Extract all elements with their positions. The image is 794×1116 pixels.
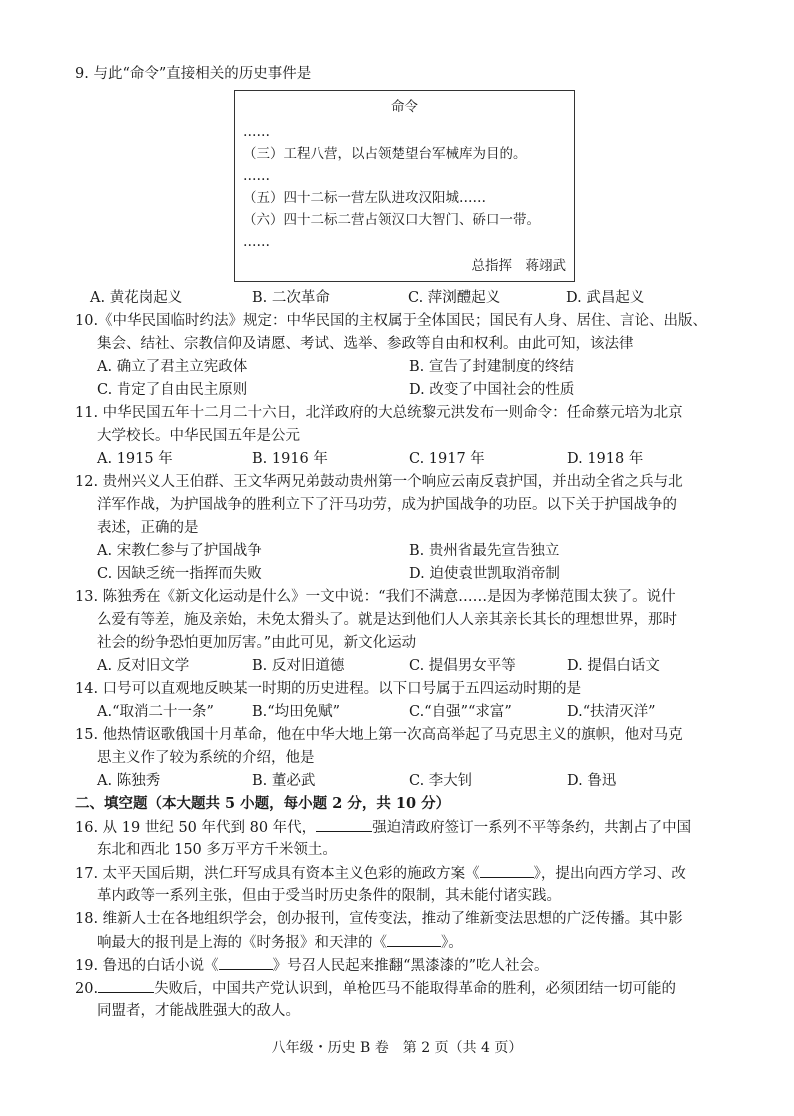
option-a[interactable]: A. 反对旧文学 xyxy=(97,658,190,674)
q13-stem-line: 13. 陈独秀在《新文化运动是什么》一文中说：“我们不满意……是因为孝悌范围太狭了。说什 xyxy=(75,589,676,605)
option-d[interactable]: D. 鲁迅 xyxy=(567,773,617,789)
q10-stem-line: 10.《中华民国临时约法》规定：中华民国的主权属于全体国民；国民有人身、居住、言论、出版、 xyxy=(75,313,708,329)
q11-stem-line: 11. 中华民国五年十二月二十六日，北洋政府的大总统黎元洪发布一则命令：任命蔡元培为北京 xyxy=(75,405,683,421)
q16-text: 16. 从 19 世纪 50 年代到 80 年代， xyxy=(75,820,317,836)
option-c[interactable]: C. 萍浏醴起义 xyxy=(408,290,501,306)
q16-text: 强迫清政府签订一系列不平等条约，共割占了中国 xyxy=(372,820,692,836)
option-c[interactable]: C. 李大钊 xyxy=(409,773,473,789)
answer-blank[interactable] xyxy=(219,955,273,970)
option-c[interactable]: C. 肯定了自由民主原则 xyxy=(97,382,248,398)
q16-line xyxy=(75,817,691,838)
option-b[interactable]: B. 反对旧道德 xyxy=(252,658,345,674)
option-c[interactable]: C. 提倡男女平等 xyxy=(409,658,516,674)
option-c[interactable]: C. 1917 年 xyxy=(409,451,485,467)
option-a[interactable]: A. 陈独秀 xyxy=(97,773,161,789)
q19-line xyxy=(75,955,549,976)
command-line: （五）四十二标一营左队进攻汉阳城…… xyxy=(243,190,486,206)
option-c[interactable]: C.“自强”“求富” xyxy=(409,704,512,720)
command-line: …… xyxy=(243,234,270,250)
q18-text: 响最大的报刊是上海的《时务报》和天津的《 xyxy=(97,935,387,951)
q20-text: 20. xyxy=(75,981,99,997)
option-b[interactable]: B. 董必武 xyxy=(252,773,316,789)
option-d[interactable]: D. 武昌起义 xyxy=(566,290,645,306)
section-heading: 二、填空题（本大题共 5 小题，每小题 2 分，共 10 分） xyxy=(75,795,451,812)
command-line: …… xyxy=(243,168,270,184)
q20-text: 失败后，中国共产党认识到，单枪匹马不能取得革命的胜利，必须团结一切可能的 xyxy=(154,981,677,997)
option-b[interactable]: B. 贵州省最先宣告独立 xyxy=(409,543,560,559)
answer-blank[interactable] xyxy=(316,817,372,832)
q19-text: 19. 鲁迅的白话小说《 xyxy=(75,958,219,974)
q13-stem-line: 社会的纷争恐怕更加厉害。”由此可见，新文化运动 xyxy=(97,635,417,651)
option-a[interactable]: A. 宋教仁参与了护国战争 xyxy=(97,543,262,559)
command-line: （六）四十二标二营占领汉口大智门、硚口一带。 xyxy=(243,212,540,228)
q12-stem-line: 12. 贵州兴义人王伯群、王文华两兄弟鼓动贵州第一个响应云南反袁护国，并出动全省之兵与北 xyxy=(75,474,683,490)
q17-text: 》，提出向西方学习、改 xyxy=(533,866,686,882)
option-b[interactable]: B. 二次革命 xyxy=(252,290,330,306)
command-title: 命令 xyxy=(391,99,418,115)
option-d[interactable]: D.“扶清灭洋” xyxy=(567,704,656,720)
q10-stem-line: 集会、结社、宗教信仰及请愿、考试、选举、参政等自由和权利。由此可知，该法律 xyxy=(97,336,634,352)
q16-line: 东北和西北 150 多万平方千米领土。 xyxy=(97,842,337,858)
q20-line: 同盟者，才能战胜强大的敌人。 xyxy=(97,1003,300,1019)
option-d[interactable]: D. 提倡白话文 xyxy=(567,658,660,674)
q13-stem-line: 么爱有等差，施及亲始，未免太猾头了。就是达到他们人人亲其亲长其长的理想世界，那时 xyxy=(97,612,677,628)
command-box xyxy=(234,90,575,282)
option-a[interactable]: A.“取消二十一条” xyxy=(97,704,214,720)
option-a[interactable]: A. 黄花岗起义 xyxy=(90,290,183,306)
command-signature: 总指挥 蒋翊武 xyxy=(471,258,566,274)
q12-stem-line: 洋军作战，为护国战争的胜利立下了汗马功劳，成为护国战争的功臣。以下关于护国战争的 xyxy=(97,497,677,513)
q18-line: 18. 维新人士在各地组织学会，创办报刊，宣传变法，推动了维新变法思想的广泛传播。其中影 xyxy=(75,911,683,927)
q17-line xyxy=(75,863,686,884)
option-a[interactable]: A. 1915 年 xyxy=(97,451,173,467)
q20-line xyxy=(75,978,676,999)
answer-blank[interactable] xyxy=(98,978,154,993)
command-line: （三）工程八营，以占领楚望台军械库为目的。 xyxy=(243,146,527,162)
option-d[interactable]: D. 改变了中国社会的性质 xyxy=(409,382,575,398)
option-b[interactable]: B. 宣告了封建制度的终结 xyxy=(409,359,574,375)
option-a[interactable]: A. 确立了君主立宪政体 xyxy=(97,359,248,375)
q9-stem: 9. 与此“命令”直接相关的历史事件是 xyxy=(75,66,312,82)
q14-stem-line: 14. 口号可以直观地反映某一时期的历史进程。以下口号属于五四运动时期的是 xyxy=(75,681,582,697)
option-b[interactable]: B. 1916 年 xyxy=(252,451,328,467)
q17-line: 革内政等一系列主张，但由于受当时历史条件的限制，其未能付诸实践。 xyxy=(97,888,561,904)
q12-stem-line: 表述，正确的是 xyxy=(97,520,199,536)
option-d[interactable]: D. 迫使袁世凯取消帝制 xyxy=(409,566,560,582)
answer-blank[interactable] xyxy=(480,863,534,878)
q18-text: 》。 xyxy=(441,935,463,951)
q19-text: 》号召人民起来推翻“黑漆漆的”吃人社会。 xyxy=(272,958,549,974)
q15-stem-line: 15. 他热情讴歌俄国十月革命，他在中华大地上第一次高高举起了马克思主义的旗帜，他对马克 xyxy=(75,727,683,743)
q17-text: 17. 太平天国后期，洪仁玕写成具有资本主义色彩的施政方案《 xyxy=(75,866,480,882)
q15-stem-line: 思主义作了较为系统的介绍，他是 xyxy=(97,750,315,766)
option-d[interactable]: D. 1918 年 xyxy=(567,451,644,467)
page-footer: 八年级・历史 B 卷 第 2 页（共 4 页） xyxy=(271,1040,523,1056)
answer-blank[interactable] xyxy=(387,932,441,947)
option-c[interactable]: C. 因缺乏统一指挥而失败 xyxy=(97,566,262,582)
command-line: …… xyxy=(243,124,270,140)
q18-line xyxy=(97,932,463,953)
q11-stem-line: 大学校长。中华民国五年是公元 xyxy=(97,428,300,444)
option-b[interactable]: B.“均田免赋” xyxy=(252,704,341,720)
